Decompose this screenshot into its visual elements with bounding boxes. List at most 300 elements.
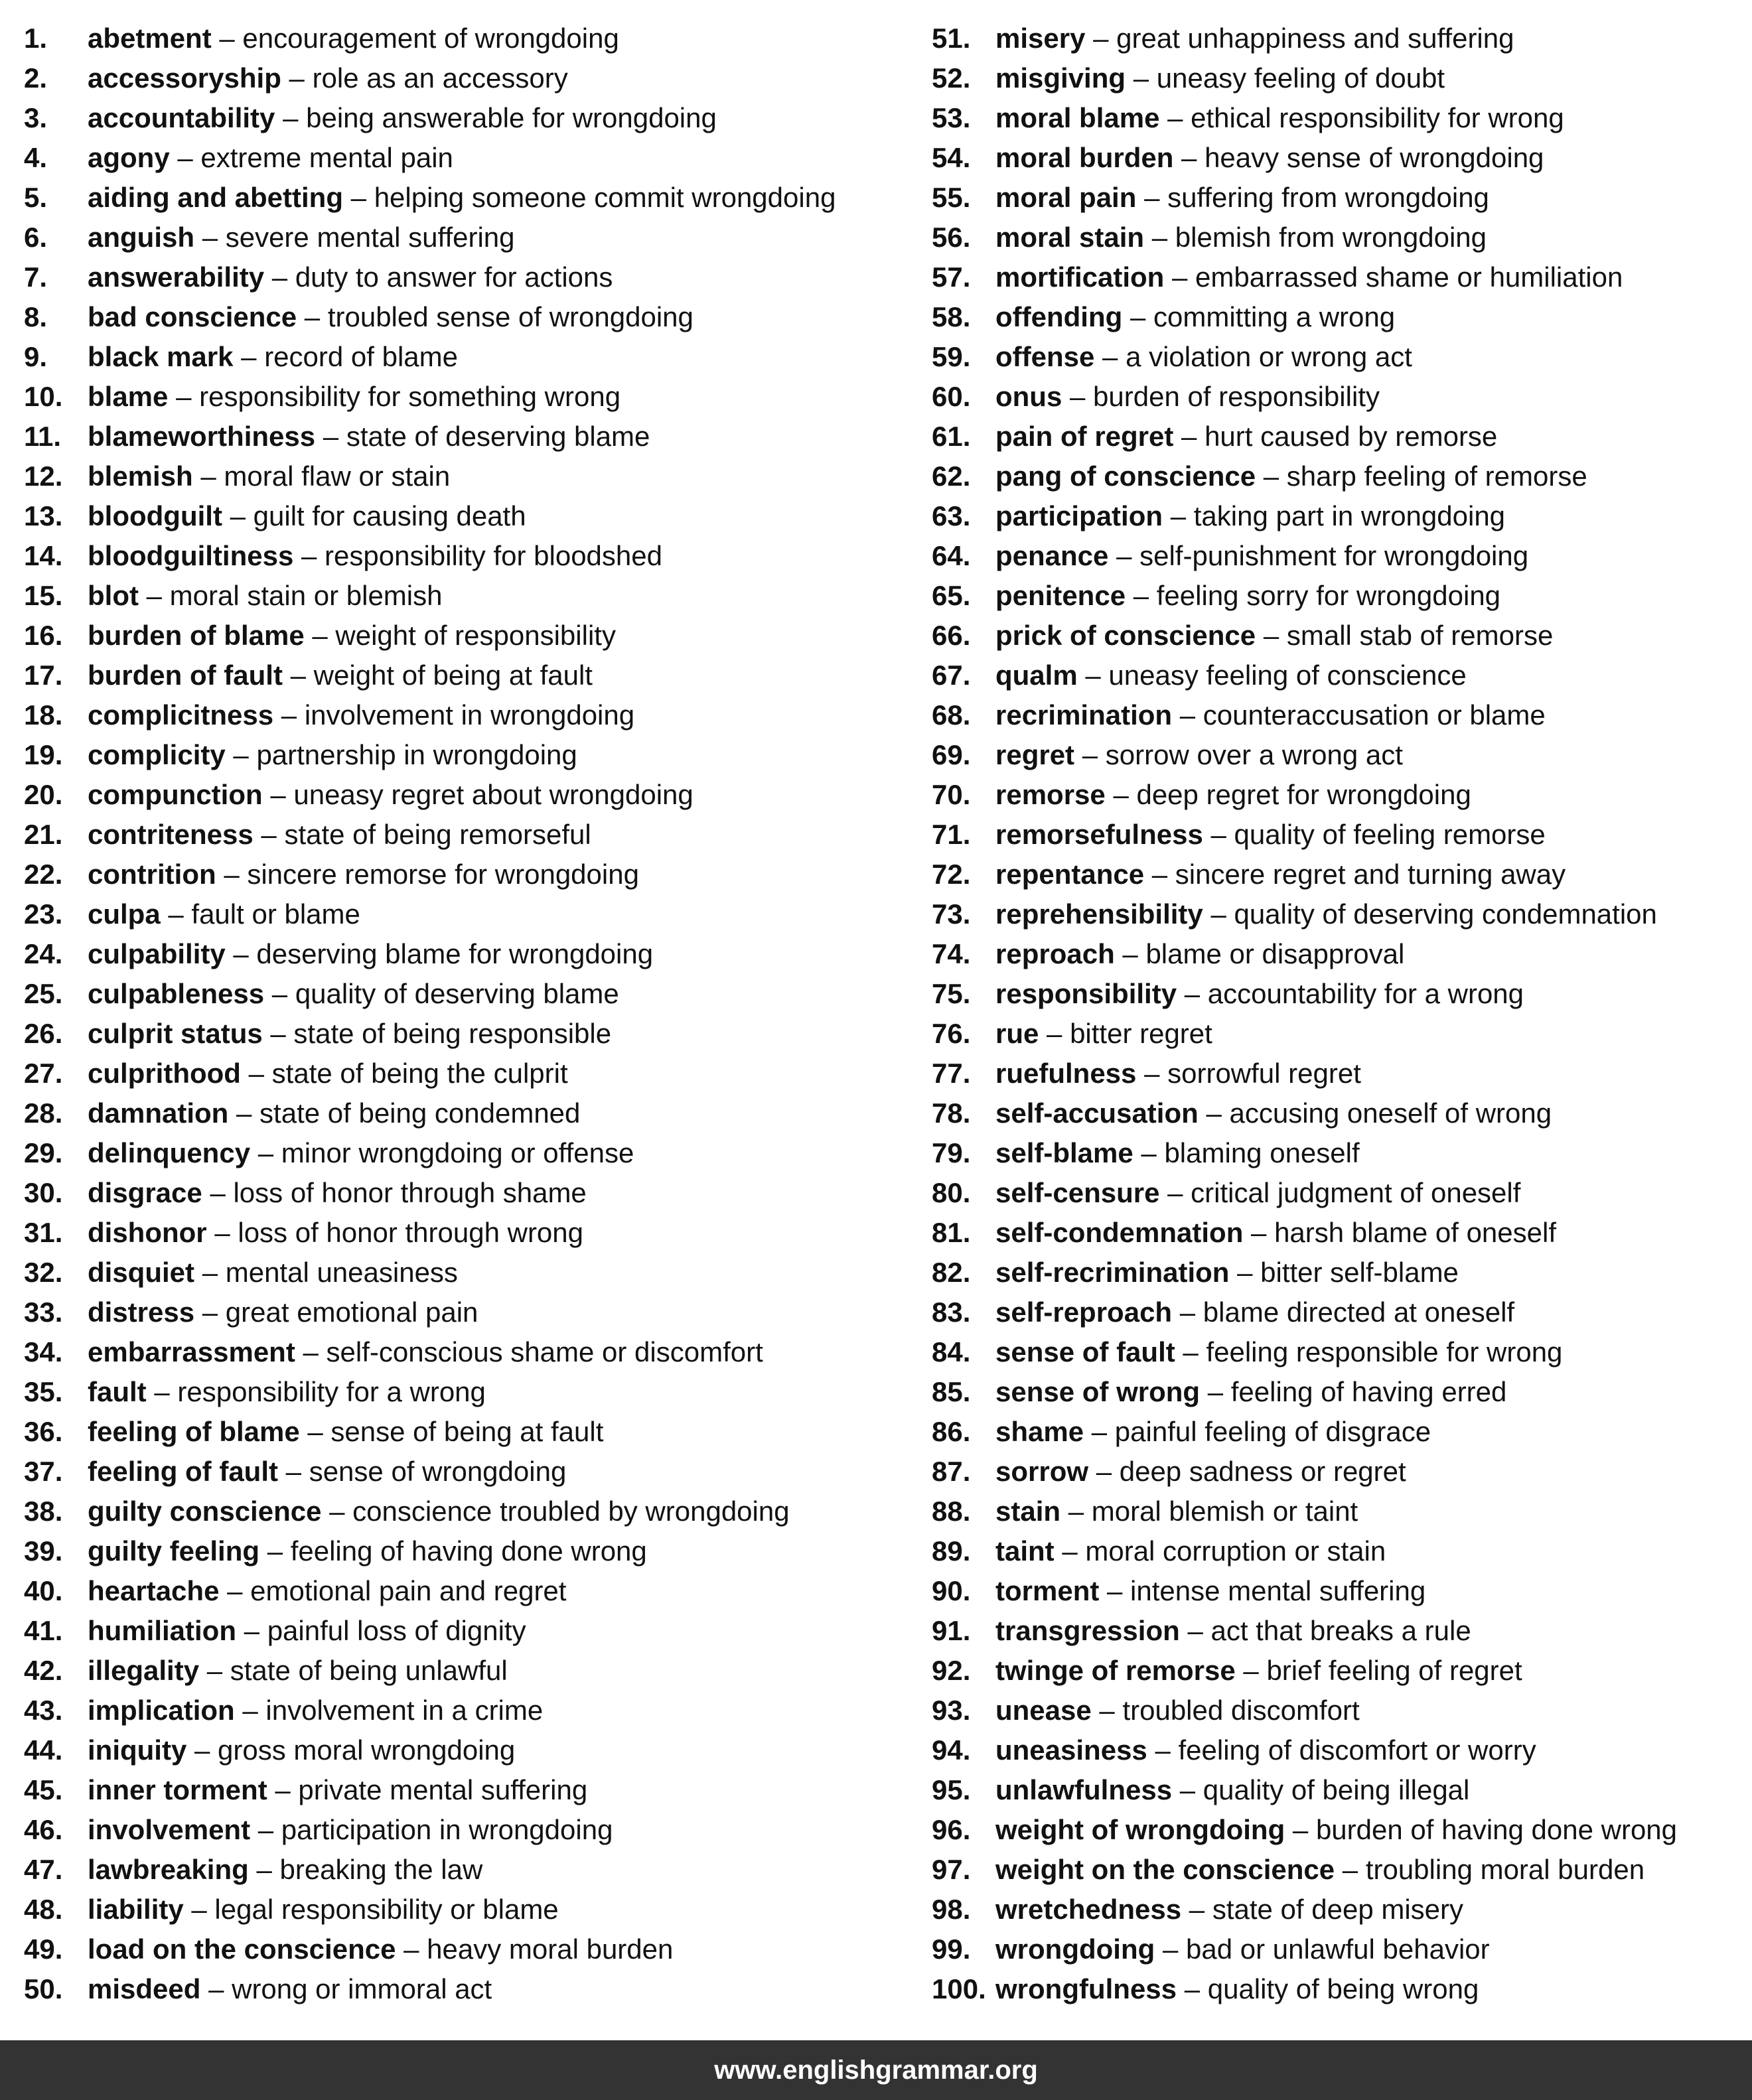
item-definition: ethical responsibility for wrong (1191, 102, 1564, 133)
list-item (932, 1492, 1748, 1531)
item-text (88, 377, 620, 417)
item-definition: emotional pain and regret (250, 1575, 567, 1606)
item-separator: – (241, 341, 257, 372)
item-separator: – (307, 1416, 323, 1447)
item-definition: bitter regret (1070, 1018, 1212, 1049)
list-item (24, 337, 907, 377)
item-text (88, 1372, 486, 1412)
item-separator: – (270, 1018, 286, 1049)
item-definition: feeling of having erred (1230, 1376, 1507, 1407)
list-item (932, 1173, 1748, 1213)
item-text (995, 1133, 1360, 1173)
list-item (932, 456, 1748, 496)
item-text (88, 1173, 587, 1213)
item-separator: – (200, 460, 216, 492)
item-number: 36. (24, 1416, 63, 1447)
item-term: stain (995, 1496, 1061, 1527)
item-number: 70. (932, 779, 971, 810)
item-term: accountability (88, 102, 275, 133)
item-number: 79. (932, 1137, 971, 1168)
item-separator: – (267, 1535, 283, 1567)
item-definition: small stab of remorse (1286, 620, 1554, 651)
item-term: complicitness (88, 699, 274, 731)
item-text (88, 775, 694, 815)
list-item (932, 138, 1748, 178)
item-separator: – (1187, 1615, 1203, 1646)
list-item (24, 456, 907, 496)
item-text (88, 1571, 566, 1611)
item-definition: sense of wrongdoing (309, 1456, 567, 1487)
list-item (24, 1770, 907, 1810)
item-text (88, 138, 453, 178)
item-number: 15. (24, 580, 63, 611)
item-definition: deserving blame for wrongdoing (256, 938, 654, 969)
item-term: self-blame (995, 1137, 1133, 1168)
list-item (932, 218, 1748, 257)
item-text (995, 417, 1497, 456)
item-definition: mental uneasiness (225, 1257, 458, 1288)
item-separator: – (1062, 1535, 1078, 1567)
item-definition: moral flaw or stain (224, 460, 451, 492)
item-term: implication (88, 1695, 235, 1726)
item-definition: suffering from wrongdoing (1167, 182, 1489, 213)
item-separator: – (168, 898, 184, 930)
item-term: sense of wrong (995, 1376, 1201, 1407)
item-separator: – (208, 1973, 224, 2004)
word-list-left-column (24, 19, 907, 2009)
footer-banner (0, 2040, 1752, 2100)
item-text (995, 536, 1528, 576)
item-term: bloodguiltiness (88, 540, 294, 571)
list-item (24, 974, 907, 1014)
item-term: accessoryship (88, 62, 281, 94)
item-definition: state of being responsible (293, 1018, 612, 1049)
item-text (995, 377, 1380, 417)
item-definition: extreme mental pain (200, 142, 453, 173)
item-term: sorrow (995, 1456, 1089, 1487)
item-text (995, 218, 1487, 257)
list-item (932, 1571, 1748, 1611)
item-text (995, 58, 1445, 98)
item-separator: – (1179, 1774, 1196, 1805)
item-number: 55. (932, 182, 971, 213)
list-item (24, 1332, 907, 1372)
item-definition: feeling responsible for wrong (1206, 1336, 1563, 1367)
item-separator: – (403, 1933, 419, 1965)
list-item (24, 1452, 907, 1492)
item-separator: – (1167, 1177, 1183, 1208)
item-text (995, 19, 1514, 58)
item-number: 20. (24, 779, 63, 810)
list-item (24, 1969, 907, 2009)
item-text (995, 775, 1471, 815)
item-number: 64. (932, 540, 971, 571)
item-number: 72. (932, 859, 971, 890)
item-text (88, 417, 650, 456)
item-text (88, 58, 568, 98)
item-definition: moral corruption or stain (1085, 1535, 1386, 1567)
item-term: load on the conscience (88, 1933, 396, 1965)
item-number: 91. (932, 1615, 971, 1646)
list-item (932, 1770, 1748, 1810)
item-term: misdeed (88, 1973, 201, 2004)
item-number: 28. (24, 1097, 63, 1129)
item-text (995, 1890, 1463, 1929)
item-term: guilty conscience (88, 1496, 322, 1527)
item-separator: – (1113, 779, 1129, 810)
item-separator: – (233, 938, 249, 969)
item-text (88, 1969, 492, 2009)
item-number: 41. (24, 1615, 63, 1646)
item-separator: – (1070, 381, 1086, 412)
item-term: twinge of remorse (995, 1655, 1236, 1686)
item-number: 37. (24, 1456, 63, 1487)
item-text (88, 1213, 583, 1253)
item-term: contriteness (88, 819, 254, 850)
list-item (24, 496, 907, 536)
item-definition: duty to answer for actions (295, 261, 613, 293)
list-item (932, 616, 1748, 656)
item-text (995, 576, 1500, 616)
item-definition: counteraccusation or blame (1203, 699, 1546, 731)
item-separator: – (1151, 859, 1168, 890)
item-definition: state of deserving blame (346, 421, 650, 452)
item-separator: – (1096, 1456, 1112, 1487)
item-text (88, 855, 639, 894)
item-text (995, 257, 1623, 297)
item-separator: – (304, 301, 321, 332)
item-separator: – (202, 222, 218, 253)
item-term: pain of regret (995, 421, 1174, 452)
item-text (88, 815, 591, 855)
item-number: 89. (932, 1535, 971, 1567)
item-separator: – (1263, 460, 1279, 492)
item-number: 66. (932, 620, 971, 651)
item-term: misgiving (995, 62, 1126, 94)
item-text (88, 974, 619, 1014)
item-number: 100. (932, 1973, 986, 2004)
list-item (932, 178, 1748, 218)
list-item (932, 1213, 1748, 1253)
item-term: weight on the conscience (995, 1854, 1335, 1885)
item-number: 12. (24, 460, 63, 492)
item-text (995, 1054, 1361, 1093)
item-definition: quality of being illegal (1203, 1774, 1470, 1805)
item-number: 46. (24, 1814, 63, 1845)
item-number: 35. (24, 1376, 63, 1407)
list-item (24, 138, 907, 178)
item-number: 45. (24, 1774, 63, 1805)
list-item (932, 1810, 1748, 1850)
item-text (995, 616, 1553, 656)
item-definition: harsh blame of oneself (1274, 1217, 1556, 1248)
item-definition: sincere regret and turning away (1175, 859, 1566, 890)
item-definition: wrong or immoral act (232, 1973, 492, 2004)
item-term: remorse (995, 779, 1106, 810)
item-term: embarrassment (88, 1336, 295, 1367)
item-term: onus (995, 381, 1062, 412)
item-definition: sharp feeling of remorse (1286, 460, 1587, 492)
item-definition: quality of feeling remorse (1234, 819, 1546, 850)
item-definition: burden of having done wrong (1315, 1814, 1678, 1845)
item-separator: – (177, 142, 193, 173)
list-item (932, 337, 1748, 377)
item-separator: – (154, 1376, 170, 1407)
item-term: black mark (88, 341, 234, 372)
list-item (24, 934, 907, 974)
item-definition: sorrow over a wrong act (1105, 739, 1403, 770)
item-term: regret (995, 739, 1075, 770)
item-term: aiding and abetting (88, 182, 343, 213)
item-separator: – (256, 1854, 272, 1885)
item-term: culprithood (88, 1058, 241, 1089)
item-separator: – (1210, 819, 1226, 850)
item-separator: – (1082, 739, 1098, 770)
item-text (88, 934, 653, 974)
list-item (24, 1531, 907, 1571)
item-text (995, 297, 1395, 337)
list-item (932, 855, 1748, 894)
item-separator: – (1170, 500, 1187, 531)
item-term: damnation (88, 1097, 229, 1129)
item-text (995, 894, 1657, 934)
word-list-right-column (932, 19, 1748, 2009)
item-term: iniquity (88, 1734, 187, 1766)
item-term: culpableness (88, 978, 265, 1009)
list-item (932, 1372, 1748, 1412)
item-text (88, 616, 616, 656)
item-text (88, 257, 613, 297)
item-number: 47. (24, 1854, 63, 1885)
item-term: mortification (995, 261, 1165, 293)
item-separator: – (248, 1058, 264, 1089)
item-separator: – (214, 1217, 230, 1248)
item-term: fault (88, 1376, 147, 1407)
item-separator: – (1172, 261, 1188, 293)
item-separator: – (323, 421, 339, 452)
item-definition: taking part in wrongdoing (1193, 500, 1506, 531)
item-separator: – (1183, 1336, 1199, 1367)
item-number: 38. (24, 1496, 63, 1527)
item-number: 68. (932, 699, 971, 731)
item-separator: – (257, 1814, 274, 1845)
item-term: blame (88, 381, 169, 412)
item-number: 25. (24, 978, 63, 1009)
item-separator: – (176, 381, 192, 412)
item-definition: heavy moral burden (427, 1933, 674, 1965)
item-text (995, 1173, 1520, 1213)
item-definition: feeling of discomfort or worry (1178, 1734, 1536, 1766)
list-item (932, 1611, 1748, 1651)
item-separator: – (1107, 1575, 1123, 1606)
item-text (88, 1054, 568, 1093)
item-definition: uneasy feeling of conscience (1108, 660, 1467, 691)
item-term: self-censure (995, 1177, 1160, 1208)
item-term: repentance (995, 859, 1145, 890)
item-term: blot (88, 580, 139, 611)
item-definition: bitter self-blame (1260, 1257, 1459, 1288)
item-term: complicity (88, 739, 226, 770)
item-number: 83. (932, 1296, 971, 1328)
item-text (995, 337, 1412, 377)
item-term: inner torment (88, 1774, 267, 1805)
list-item (932, 1412, 1748, 1452)
item-term: liability (88, 1894, 184, 1925)
item-definition: intense mental suffering (1130, 1575, 1426, 1606)
item-separator: – (242, 1695, 258, 1726)
item-separator: – (1207, 1376, 1224, 1407)
item-number: 23. (24, 898, 63, 930)
item-text (88, 1810, 613, 1850)
list-item (24, 1571, 907, 1611)
item-text (995, 1691, 1360, 1730)
list-item (24, 1253, 907, 1293)
item-definition: participation in wrongdoing (281, 1814, 613, 1845)
item-number: 94. (932, 1734, 971, 1766)
item-term: answerability (88, 261, 265, 293)
list-item (932, 974, 1748, 1014)
item-separator: – (1116, 540, 1132, 571)
item-text (88, 1014, 611, 1054)
list-item (24, 616, 907, 656)
list-item (932, 934, 1748, 974)
list-item (932, 536, 1748, 576)
item-term: unlawfulness (995, 1774, 1173, 1805)
item-number: 1. (24, 23, 48, 54)
item-definition: sorrowful regret (1167, 1058, 1361, 1089)
item-text (995, 974, 1524, 1014)
item-separator: – (1263, 620, 1279, 651)
item-definition: sense of being at fault (330, 1416, 604, 1447)
item-text (88, 1293, 478, 1332)
item-definition: accountability for a wrong (1207, 978, 1524, 1009)
item-term: culpa (88, 898, 161, 930)
item-number: 27. (24, 1058, 63, 1089)
item-separator: – (1091, 1416, 1108, 1447)
list-item (932, 1253, 1748, 1293)
item-definition: quality of deserving condemnation (1234, 898, 1657, 930)
list-item (932, 1730, 1748, 1770)
item-number: 53. (932, 102, 971, 133)
item-number: 67. (932, 660, 971, 691)
item-separator: – (210, 1177, 226, 1208)
item-number: 77. (932, 1058, 971, 1089)
item-number: 51. (932, 23, 971, 54)
item-text (88, 19, 619, 58)
item-number: 74. (932, 938, 971, 969)
item-text (88, 1850, 482, 1890)
item-definition: responsibility for bloodshed (325, 540, 662, 571)
item-term: reproach (995, 938, 1115, 969)
item-separator: – (224, 859, 240, 890)
item-text (88, 1412, 603, 1452)
list-item (932, 1452, 1748, 1492)
list-item (932, 695, 1748, 735)
item-definition: responsibility for a wrong (177, 1376, 486, 1407)
item-definition: painful loss of dignity (267, 1615, 526, 1646)
list-item (24, 576, 907, 616)
item-definition: act that breaks a rule (1210, 1615, 1471, 1646)
item-definition: critical judgment of oneself (1191, 1177, 1521, 1208)
list-item (24, 1929, 907, 1969)
item-separator: – (1122, 938, 1138, 969)
item-term: torment (995, 1575, 1100, 1606)
list-item (24, 735, 907, 775)
list-item (24, 1213, 907, 1253)
item-text (88, 1651, 508, 1691)
item-definition: state of being remorseful (284, 819, 591, 850)
list-item (24, 695, 907, 735)
item-text (88, 1691, 543, 1730)
item-number: 84. (932, 1336, 971, 1367)
item-separator: – (283, 102, 299, 133)
item-text (995, 1492, 1358, 1531)
list-item (932, 19, 1748, 58)
item-term: unease (995, 1695, 1092, 1726)
item-definition: uneasy regret about wrongdoing (293, 779, 694, 810)
item-text (995, 496, 1505, 536)
item-separator: – (202, 1296, 218, 1328)
item-number: 59. (932, 341, 971, 372)
item-number: 54. (932, 142, 971, 173)
item-definition: deep sadness or regret (1119, 1456, 1406, 1487)
item-term: wrongfulness (995, 1973, 1177, 2004)
item-separator: – (1179, 1296, 1196, 1328)
item-definition: hurt caused by remorse (1204, 421, 1498, 452)
item-term: wrongdoing (995, 1933, 1155, 1965)
item-number: 14. (24, 540, 63, 571)
item-definition: helping someone commit wrongdoing (374, 182, 836, 213)
item-separator: – (290, 660, 306, 691)
item-definition: state of deep misery (1212, 1894, 1464, 1925)
item-number: 87. (932, 1456, 971, 1487)
item-text (995, 855, 1566, 894)
item-text (88, 536, 662, 576)
item-term: weight of wrongdoing (995, 1814, 1285, 1845)
list-item (932, 1969, 1748, 2009)
item-number: 63. (932, 500, 971, 531)
item-separator: – (230, 500, 246, 531)
item-definition: committing a wrong (1153, 301, 1396, 332)
item-term: offense (995, 341, 1095, 372)
item-text (995, 1332, 1562, 1372)
item-term: moral burden (995, 142, 1174, 173)
item-separator: – (1251, 1217, 1267, 1248)
item-separator: – (1133, 580, 1149, 611)
item-number: 80. (932, 1177, 971, 1208)
item-text (995, 1969, 1479, 2009)
item-number: 95. (932, 1774, 971, 1805)
list-item (932, 815, 1748, 855)
item-separator: – (1155, 1734, 1171, 1766)
item-definition: legal responsibility or blame (214, 1894, 559, 1925)
list-item (932, 1054, 1748, 1093)
list-item (932, 1651, 1748, 1691)
item-text (88, 1890, 559, 1929)
item-term: blemish (88, 460, 193, 492)
item-number: 10. (24, 381, 63, 412)
item-number: 33. (24, 1296, 63, 1328)
item-term: pang of conscience (995, 460, 1256, 492)
list-item (24, 1691, 907, 1730)
item-text (88, 1730, 515, 1770)
item-definition: quality of being wrong (1207, 1973, 1479, 2004)
item-text (88, 297, 694, 337)
item-separator: – (271, 978, 288, 1009)
item-definition: self-punishment for wrongdoing (1139, 540, 1529, 571)
item-separator: – (227, 1575, 243, 1606)
list-item (24, 815, 907, 855)
